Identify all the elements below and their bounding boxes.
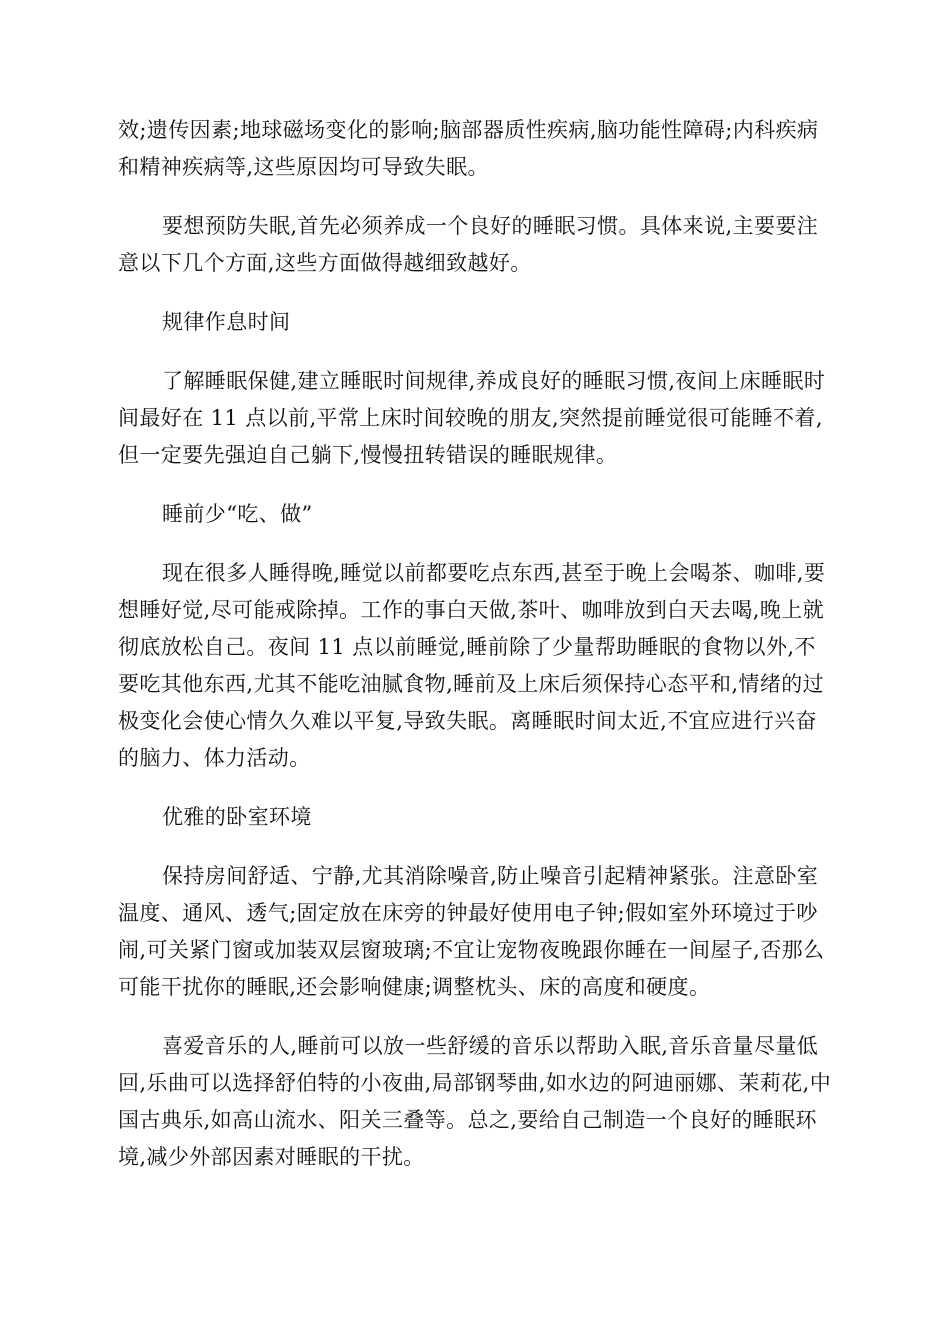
section-heading-bedroom-environment: 优雅的卧室环境 [162, 805, 312, 829]
paragraph-regular-schedule: 了解睡眠保健,建立睡眠时间规律,养成良好的睡眠习惯,夜间上床睡眠时间最好在 11 点以前,平常上床时间较晚的朋友,突然提前睡觉很可能睡不着,但一定要先强迫自己躺下,慢慢扭转错误的睡眠规律。 [118, 369, 826, 467]
paragraph-before-sleep: 现在很多人睡得晚,睡觉以前都要吃点东西,甚至于晚上会喝茶、咖啡,要想睡好觉,尽可能戒除掉。工作的事白天做,茶叶、咖啡放到白天去喝,晚上就彻底放松自己。夜间 11 点以前睡觉,睡前除了少量帮助睡眠的食物以外,不要吃其他东西,尤其不能吃油腻食物,睡前及上床后须保持心态平和,情绪的过极变化会使心情久久难以平复,导致失眠。离睡眠时间太近,不宜应进行兴奋的脑力、体力活动。 [118, 561, 826, 770]
section-heading-regular-schedule: 规律作息时间 [162, 310, 291, 334]
paragraph-music: 喜爱音乐的人,睡前可以放一些舒缓的音乐以帮助入眠,音乐音量尽量低回,乐曲可以选择舒伯特的小夜曲,局部钢琴曲,如水边的阿迪丽娜、茉莉花,中国古典乐,如高山流水、阳关三叠等。总之,要给自己制造一个良好的睡眠环境,减少外部因素对睡眠的干扰。 [118, 1034, 832, 1169]
paragraph-bedroom-environment: 保持房间舒适、宁静,尤其消除噪音,防止噪音引起精神紧张。注意卧室温度、通风、透气;固定放在床旁的钟最好使用电子钟;假如室外环境过于吵闹,可关紧门窗或加装双层窗玻璃;不宜让宠物夜晚跟你睡在一间屋子,否那么可能干扰你的睡眠,还会影响健康;调整枕头、床的高度和硬度。 [118, 864, 825, 999]
paragraph-prevention-intro: 要想预防失眠,首先必须养成一个良好的睡眠习惯。具体来说,主要要注意以下几个方面,这些方面做得越细致越好。 [118, 214, 819, 275]
section-heading-before-sleep: 睡前少“吃、做” [162, 502, 313, 526]
paragraph-causes: 效;遗传因素;地球磁场变化的影响;脑部器质性疾病,脑功能性障碍;内科疾病和精神疾病等,这些原因均可导致失眠。 [118, 118, 819, 179]
document-page [118, 112, 834, 1198]
